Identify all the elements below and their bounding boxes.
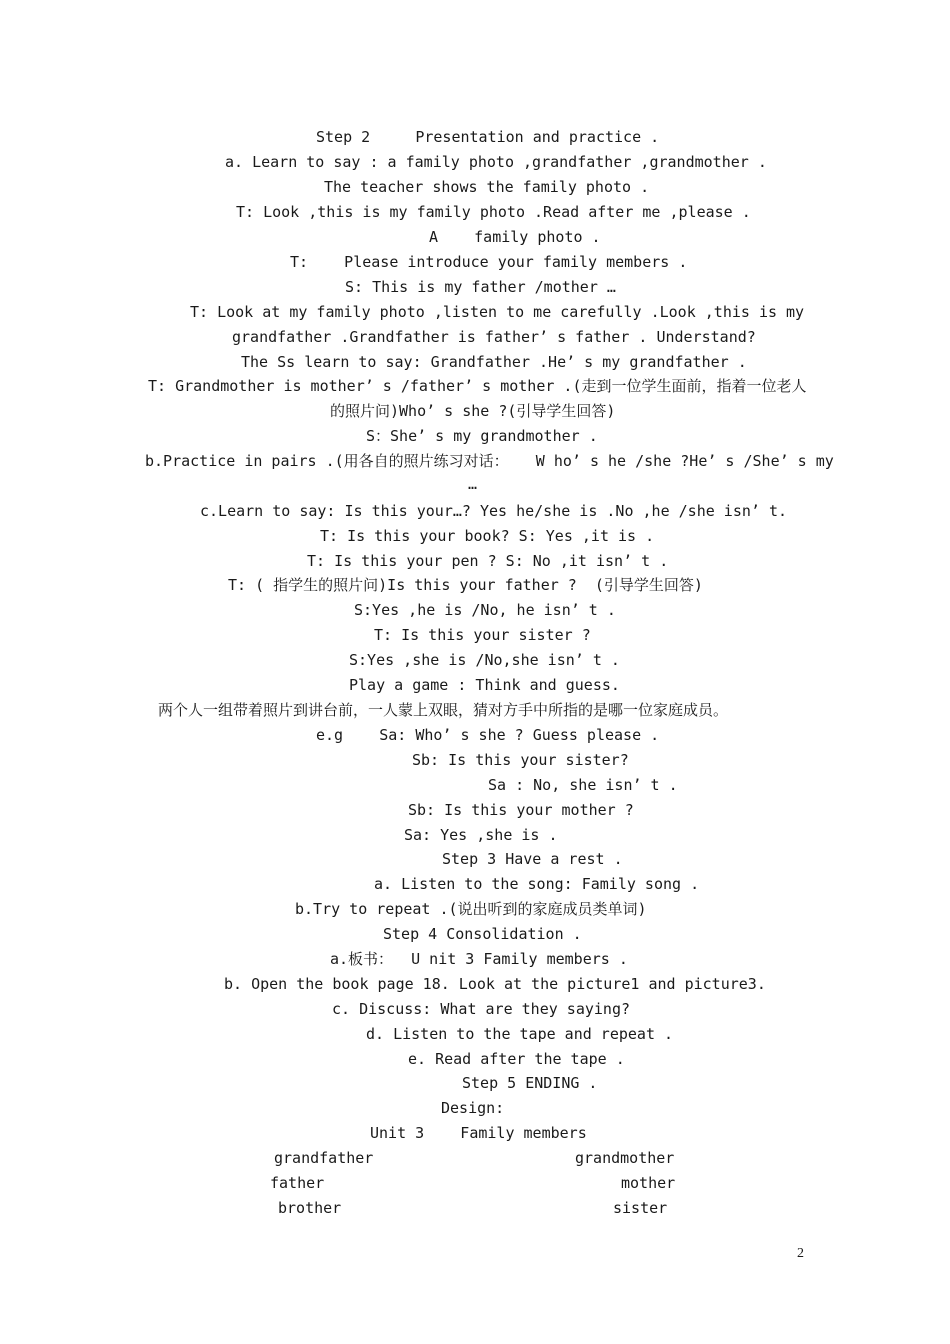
text-line: Step 4 Consolidation . — [383, 925, 582, 943]
text-line: T: Is this your pen ? S: No ,it isn’ t . — [307, 552, 669, 570]
text-line: d. Listen to the tape and repeat . — [366, 1025, 674, 1043]
text-line: b. Open the book page 18. Look at the picture1 and picture3. — [224, 975, 766, 993]
text-line: S：She’ s my grandmother . — [366, 427, 598, 445]
text-line: The Ss learn to say: Grandfather .He’ s my grandfather . — [241, 353, 747, 371]
text-line: T: ( 指学生的照片问)Is this your father ? (引导学生回答) — [228, 576, 703, 594]
text-line: a. Learn to say : a family photo ,grandfather ,grandmother . — [225, 153, 767, 171]
text-line: b.Try to repeat .(说出听到的家庭成员类单词) — [295, 900, 647, 918]
text-line: Sb: Is this your sister? — [412, 751, 629, 769]
text-line: 两个人一组带着照片到讲台前，一人蒙上双眼，猜对方手中所指的是哪一位家庭成员。 — [158, 701, 729, 719]
text-line: mother — [621, 1174, 676, 1192]
text-line: Sb: Is this your mother ? — [408, 801, 634, 819]
text-line: brother — [278, 1199, 342, 1217]
text-line: Sa: Yes ,she is . — [404, 826, 558, 844]
text-line: S: This is my father /mother … — [345, 278, 616, 296]
text-line: grandfather .Grandfather is father’ s father . Understand? — [232, 328, 756, 346]
text-line: A family photo . — [429, 228, 601, 246]
text-line: T: Grandmother is mother’ s /father’ s mother .(走到一位学生面前，指着一位老人 — [148, 377, 807, 395]
text-line: T: Look ,this is my family photo .Read after me ,please . — [236, 203, 751, 221]
text-line: a. Listen to the song: Family song . — [374, 875, 700, 893]
text-line: T: Look at my family photo ,listen to me carefully .Look ,this is my — [190, 303, 805, 321]
text-line: c.Learn to say: Is this your…? Yes he/she is .No ,he /she isn’ t. — [200, 502, 787, 520]
text-line: grandmother — [575, 1149, 675, 1167]
text-line: a.板书： U nit 3 Family members . — [330, 950, 628, 968]
text-line: grandfather — [274, 1149, 374, 1167]
text-line: e.g Sa: Who’ s she ? Guess please . — [316, 726, 660, 744]
text-line: b.Practice in pairs .(用各自的照片练习对话： W ho’ s he /she ?He’ s /She’ s my — [145, 452, 834, 470]
text-line: 的照片问)Who’ s she ?(引导学生回答) — [330, 402, 616, 420]
text-line: Sa : No, she isn’ t . — [488, 776, 678, 794]
text-line: T: Is this your book? S: Yes ,it is . — [320, 527, 655, 545]
page-number: 2 — [797, 1246, 804, 1261]
text-line: T: Please introduce your family members . — [290, 253, 688, 271]
text-line: Step 2 Presentation and practice . — [316, 128, 660, 146]
text-line: The teacher shows the family photo . — [324, 178, 650, 196]
text-line: T: Is this your sister ? — [374, 626, 591, 644]
text-line: S:Yes ,she is /No,she isn’ t . — [349, 651, 620, 669]
text-line: father — [270, 1174, 325, 1192]
text-line: Step 3 Have a rest . — [442, 850, 623, 868]
text-line: c. Discuss: What are they saying? — [332, 1000, 631, 1018]
text-line: S:Yes ,he is /No, he isn’ t . — [354, 601, 616, 619]
text-line: Design: — [441, 1099, 505, 1117]
text-line: Step 5 ENDING . — [462, 1074, 598, 1092]
text-line: Unit 3 Family members — [370, 1124, 587, 1142]
text-line: sister — [613, 1199, 668, 1217]
text-line: Play a game : Think and guess. — [349, 676, 620, 694]
text-line: e. Read after the tape . — [408, 1050, 625, 1068]
text-line: … — [468, 475, 478, 493]
